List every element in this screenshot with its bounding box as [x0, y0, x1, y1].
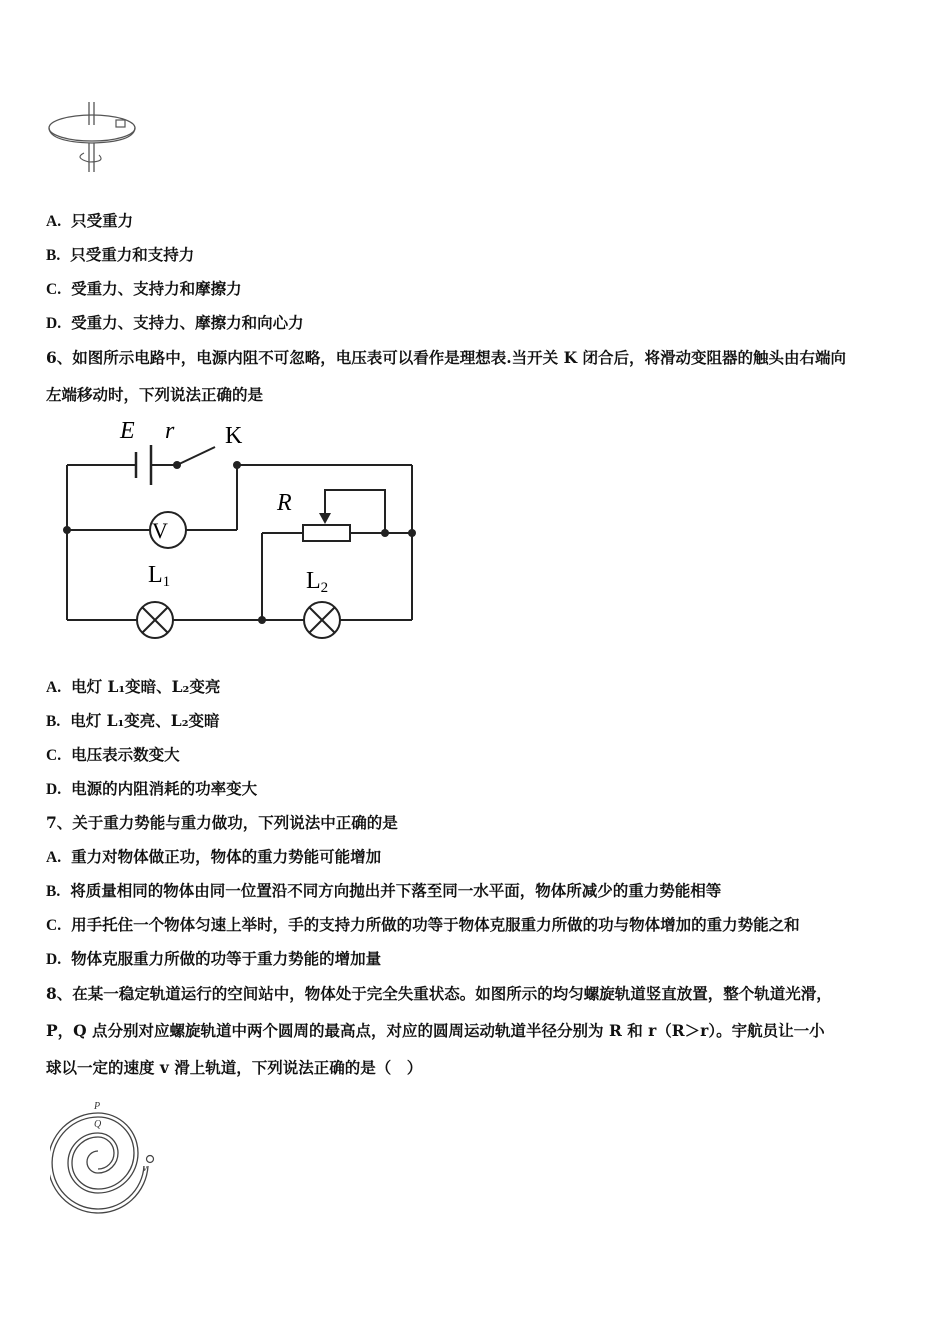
label-voltmeter: V	[152, 518, 168, 543]
spiral-track-figure	[50, 1096, 165, 1221]
q5-option-d: D. 受重力、支持力、摩擦力和向心力	[46, 313, 304, 332]
label-v: v	[143, 1163, 147, 1173]
label-lamp-1: L1	[148, 562, 171, 590]
q7-stem: 7、关于重力势能与重力做功，下列说法中正确的是	[46, 813, 398, 832]
label-q: Q	[94, 1119, 102, 1130]
q6-option-a: A. 电灯 L₁变暗、L₂变亮	[46, 677, 221, 696]
turntable-figure	[44, 98, 144, 178]
q6-option-d: D. 电源的内阻消耗的功率变大	[46, 779, 258, 798]
q6-option-c: C. 电压表示数变大	[46, 745, 180, 764]
q5-option-c: C. 受重力、支持力和摩擦力	[46, 279, 242, 298]
q8-stem-line3: 球以一定的速度 v 滑上轨道，下列说法正确的是（ ）	[46, 1058, 423, 1077]
q7-option-c: C. 用手托住一个物体匀速上举时，手的支持力所做的功等于物体克服重力所做的功与物体增加的重力势能之和	[46, 915, 800, 934]
q7-option-a: A. 重力对物体做正功，物体的重力势能可能增加	[46, 847, 382, 866]
circuit-diagram	[40, 410, 440, 650]
q8-stem-line2: P，Q 点分别对应螺旋轨道中两个圆周的最高点，对应的圆周运动轨道半径分别为 R 和 r（R＞r）。宇航员让一小	[46, 1021, 825, 1040]
label-rheostat: R	[277, 490, 292, 516]
label-switch: K	[225, 423, 243, 449]
q6-option-b: B. 电灯 L₁变亮、L₂变暗	[46, 711, 220, 730]
label-lamp-2: L2	[306, 568, 329, 596]
label-p: P	[94, 1101, 101, 1112]
q7-option-d: D. 物体克服重力所做的功等于重力势能的增加量	[46, 949, 382, 968]
q6-stem-line1: 6、如图所示电路中，电源内阻不可忽略，电压表可以看作是理想表.当开关 K 闭合后，将滑动变阻器的触头由右端向	[46, 348, 846, 367]
q6-stem-line2: 左端移动时，下列说法正确的是	[46, 385, 264, 404]
q5-option-a: A. 只受重力	[46, 211, 134, 230]
q5-option-b: B. 只受重力和支持力	[46, 245, 195, 264]
label-emf: E	[120, 418, 135, 444]
q8-stem-line1: 8、在某一稳定轨道运行的空间站中，物体处于完全失重状态。如图所示的均匀螺旋轨道竖直放置，整个轨道光滑，	[46, 984, 832, 1003]
label-internal-resistance: r	[165, 418, 175, 444]
q7-option-b: B. 将质量相同的物体由同一位置沿不同方向抛出并下落至同一水平面，物体所减少的重力势能相等	[46, 881, 722, 900]
